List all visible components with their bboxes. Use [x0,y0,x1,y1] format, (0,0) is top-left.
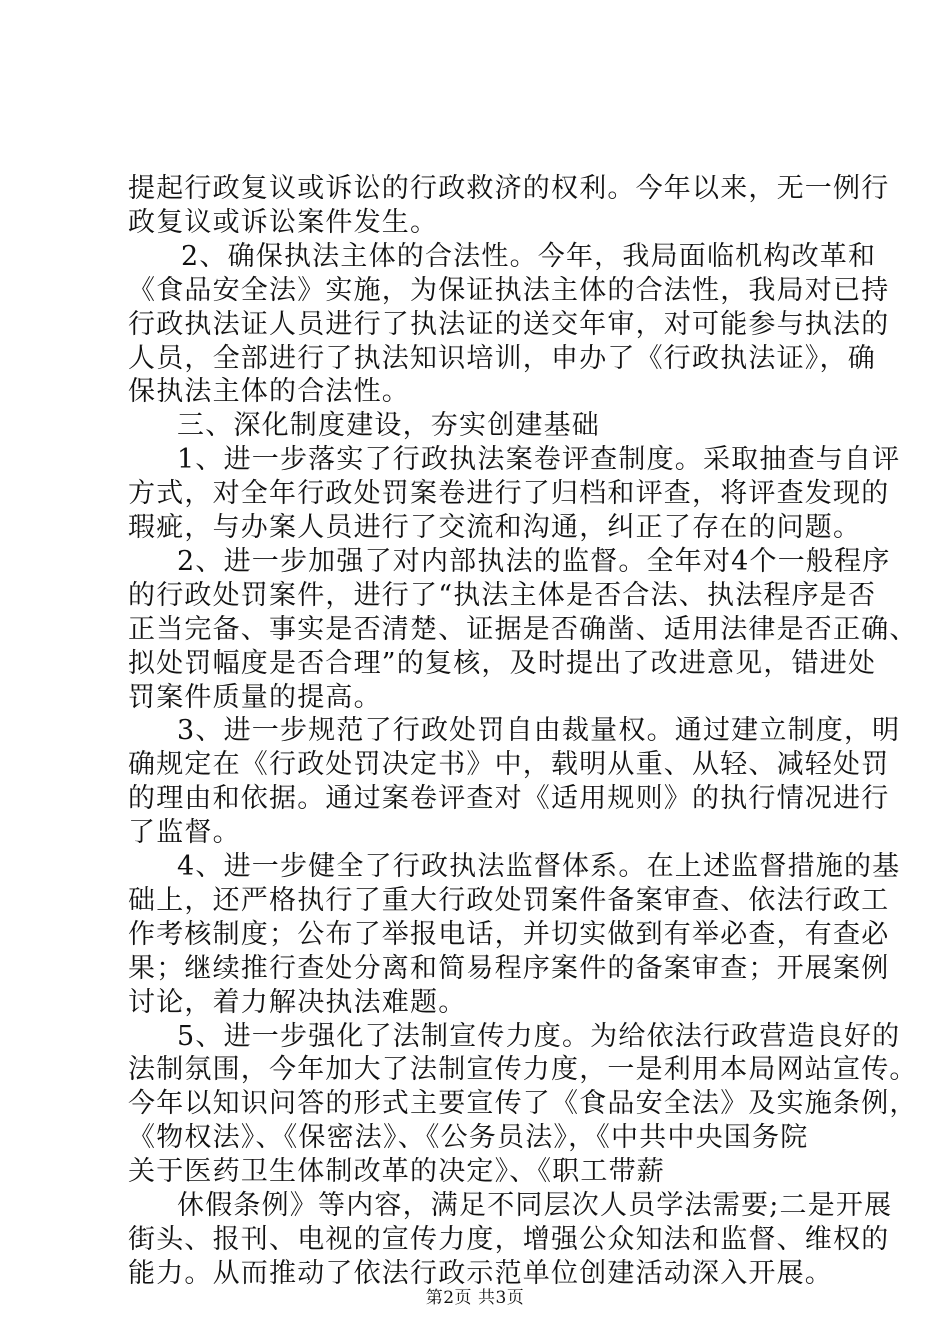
text-line: 街头、报刊、电视的宣传力度，增强公众知法和监督、维权的 [128,1224,890,1255]
text-line: 正当完备、事实是否清楚、证据是否确凿、适用法律是否正确、 [128,614,918,645]
text-line: 2、进一步加强了对内部执法的监督。全年对4个一般程序 [177,546,891,577]
text-line: 3、进一步规范了行政处罚自由裁量权。通过建立制度，明 [177,715,901,746]
text-line: 了监督。 [128,817,241,848]
text-line: 讨论，着力解决执法难题。 [128,987,467,1018]
text-line: 4、进一步健全了行政执法监督体系。在上述监督措施的基 [177,851,901,882]
text-line: 《食品安全法》实施，为保证执法主体的合法性，我局对已持 [128,275,890,306]
text-line: 2、确保执法主体的合法性。今年，我局面临机构改革和 [181,241,877,272]
text-line: 政复议或诉讼案件发生。 [128,207,439,238]
text-line: 1、进一步落实了行政执法案卷评查制度。采取抽查与自评 [177,444,901,475]
text-line: 提起行政复议或诉讼的行政救济的权利。今年以来，无一例行 [128,173,890,204]
text-line: 今年以知识问答的形式主要宣传了《食品安全法》及实施条例， [128,1088,918,1119]
text-line: 瑕疵，与办案人员进行了交流和沟通，纠正了存在的问题。 [128,512,862,543]
text-line: 《物权法》、《保密法》、《公务员法》，《中共中央国务院 [128,1122,809,1153]
text-line: 5、进一步强化了法制宣传力度。为给依法行政营造良好的 [177,1021,901,1052]
text-line: 作考核制度；公布了举报电话，并切实做到有举必查，有查必 [128,919,890,950]
text-line: 拟处罚幅度是否合理”的复核，及时提出了改进意见，错进处 [128,648,877,679]
page-footer: 第2页 共3页 [425,1288,525,1308]
text-line: 方式，对全年行政处罚案卷进行了归档和评查，将评查发现的 [128,478,890,509]
text-line: 关于医药卫生体制改革的决定》、《职工带薪 [128,1156,665,1187]
text-line: 保执法主体的合法性。 [128,376,410,407]
text-line: 础上，还严格执行了重大行政处罚案件备案审查、依法行政工 [128,885,890,916]
text-line: 人员，全部进行了执法知识培训，申办了《行政执法证》，确 [128,343,876,374]
text-line: 罚案件质量的提高。 [128,682,382,713]
text-line: 确规定在《行政处罚决定书》中，载明从重、从轻、减轻处罚 [128,749,890,780]
text-line: 能力。从而推动了依法行政示范单位创建活动深入开展。 [128,1258,833,1289]
section-heading: 三、深化制度建设，夯实创建基础 [177,410,600,441]
text-line: 的理由和依据。通过案卷评查对《适用规则》的执行情况进行 [128,783,890,814]
text-line: 法制氛围，今年加大了法制宣传力度，一是利用本局网站宣传。 [128,1054,918,1085]
text-line: 行政执法证人员进行了执法证的送交年审，对可能参与执法的 [128,309,890,340]
text-line: 的行政处罚案件，进行了“执法主体是否合法、执法程序是否 [128,580,877,611]
text-line: 果；继续推行查处分离和简易程序案件的备案审查；开展案例 [128,953,890,984]
text-line: 休假条例》等内容，满足不同层次人员学法需要;二是开展 [177,1190,893,1221]
